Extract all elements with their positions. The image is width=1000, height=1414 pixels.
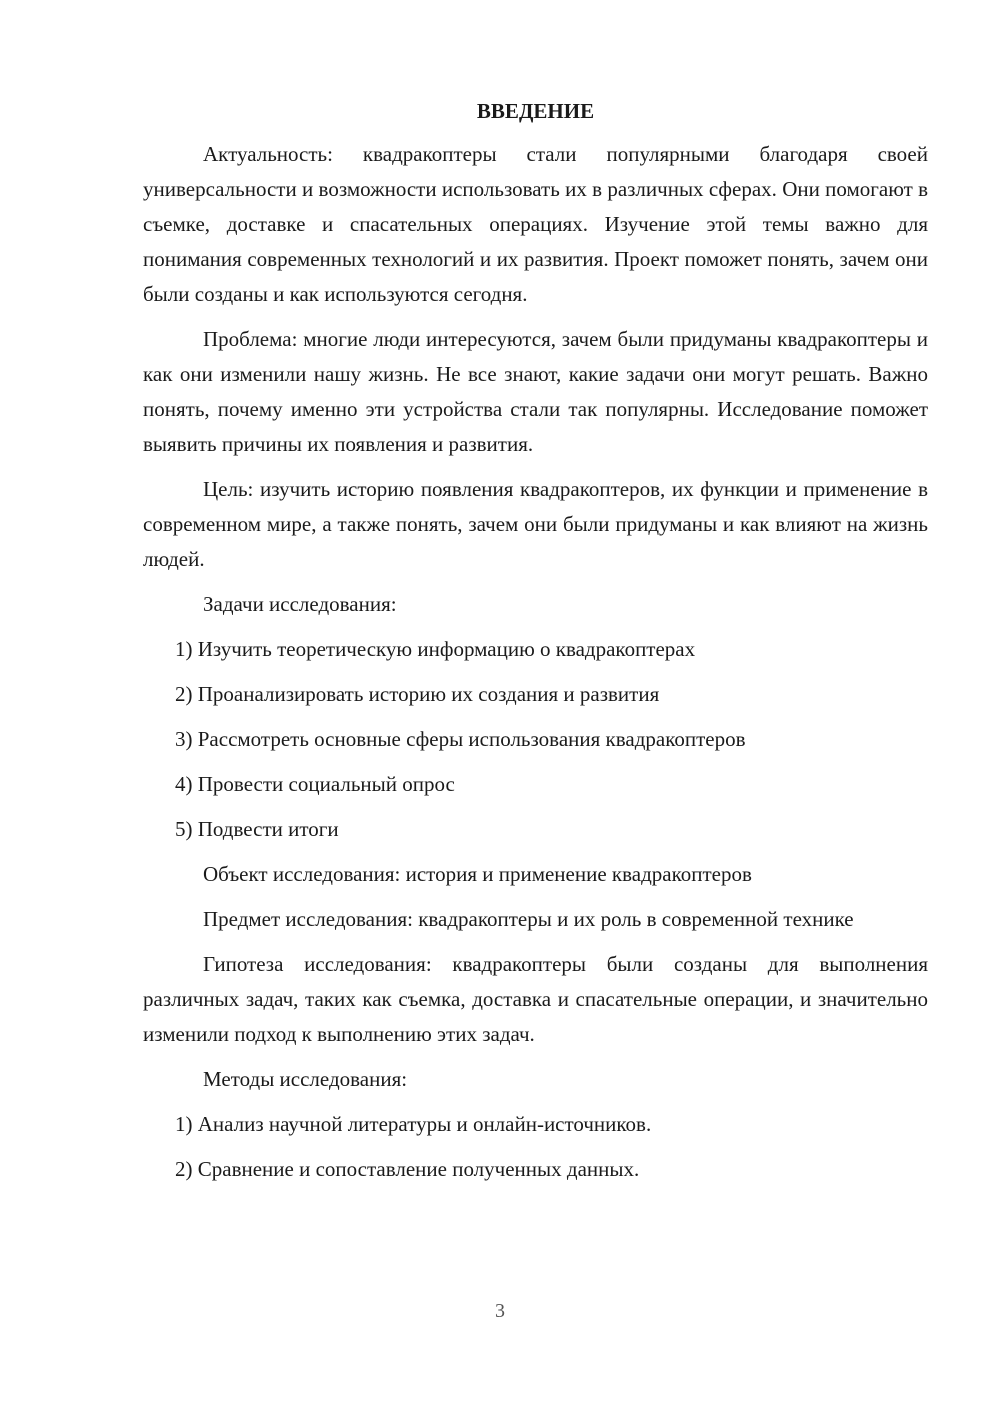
object-paragraph: Объект исследования: история и применение квадракоптеров: [203, 862, 752, 886]
hypothesis-paragraph: Гипотеза исследования: квадракоптеры были созданы для выполнения различных задач, таких как съемка, доставка и спасательные операции, и значительно изменили подход к выполнению этих задач.: [143, 952, 928, 1046]
page-title: ВВЕДЕНИЕ: [476, 99, 595, 123]
list-item: 1) Изучить теоретическую информацию о квадракоптерах: [175, 637, 696, 661]
list-item: 2) Проанализировать историю их создания и развития: [175, 682, 660, 706]
list-item: 2) Сравнение и сопоставление полученных данных.: [175, 1157, 640, 1181]
relevance-paragraph: Актуальность: квадракоптеры стали популярными благодаря своей универсальности и возможности использовать их в различных сферах. Они помогают в съемке, доставке и спасательных операциях. Изучение этой темы важно для понимания современных технологий и их развития. Проект поможет понять, зачем они были созданы и как используются сегодня.: [143, 142, 928, 306]
document-page: [143, 95, 928, 1197]
tasks-list: [143, 632, 928, 847]
methods-list: [143, 1107, 928, 1187]
page-number: 3: [495, 1300, 505, 1322]
list-item: 5) Подвести итоги: [175, 817, 339, 841]
list-item: 4) Провести социальный опрос: [175, 772, 455, 796]
methods-heading: Методы исследования:: [203, 1067, 408, 1091]
problem-paragraph: Проблема: многие люди интересуются, зачем были придуманы квадракоптеры и как они изменили нашу жизнь. Не все знают, какие задачи они могут решать. Важно понять, почему именно эти устройства стали так популярны. Исследование поможет выявить причины их появления и развития.: [143, 327, 928, 456]
goal-paragraph: Цель: изучить историю появления квадракоптеров, их функции и применение в современном мире, а также понять, зачем они были придуманы и как влияют на жизнь людей.: [143, 477, 928, 571]
subject-paragraph: Предмет исследования: квадракоптеры и их роль в современной технике: [203, 907, 854, 931]
list-item: 1) Анализ научной литературы и онлайн-источников.: [175, 1112, 652, 1136]
list-item: 3) Рассмотреть основные сферы использования квадракоптеров: [175, 727, 746, 751]
tasks-heading: Задачи исследования:: [203, 592, 397, 616]
